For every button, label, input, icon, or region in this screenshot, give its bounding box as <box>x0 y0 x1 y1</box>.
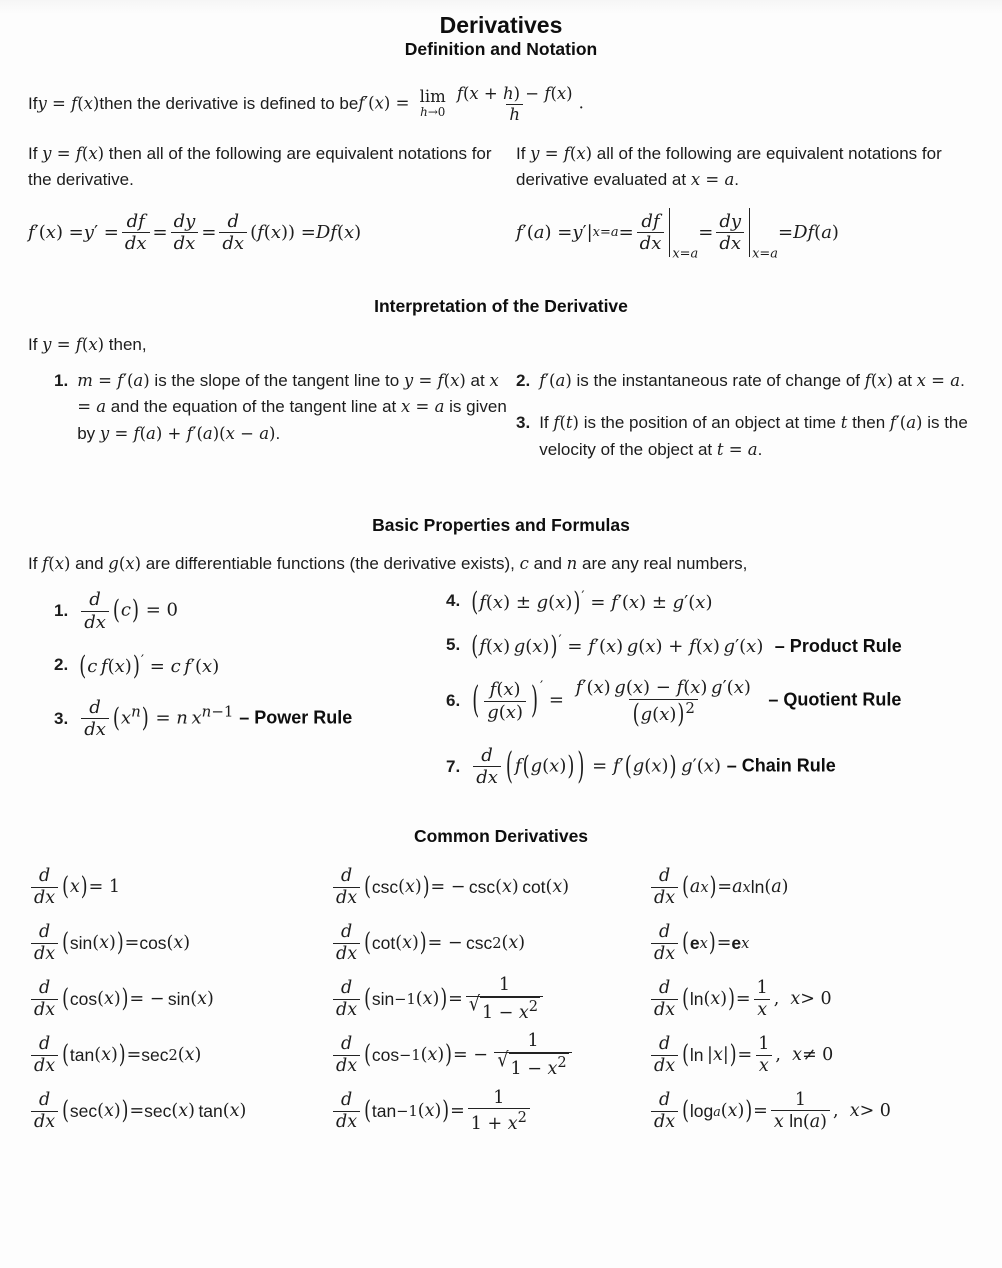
property-item <box>54 589 446 632</box>
property-formula: (f(x) g(x))′ = f′(x) g(x) + f(x) g′(x) – Product Rule <box>471 631 902 663</box>
item-number: 7. <box>446 756 461 776</box>
item-number: 3. <box>54 708 69 728</box>
derivative-formula: d dx ( sin −1 ( x ) ) = 1 √ $1 - x^2$ <box>330 971 648 1027</box>
property-formula: $\frac{d}{dx}$ (c) = 0 <box>78 589 178 632</box>
interpretation-intro: If y = f(x) then, <box>28 334 147 354</box>
interpretation-columns <box>28 368 974 479</box>
interpretation-left <box>28 368 516 479</box>
definition-intro: If y = f(x) then the derivative is defined to be f′(x) = lim h→0 $\frac{f(x + h) - f(x)}{h}$ . <box>28 84 584 124</box>
property-formula: $\frac{d}{dx}$ ( f(g(x)) ) = f′(g(x)) g′(x) – Chain Rule <box>470 745 836 788</box>
derivative-formula: d dx ( sec ( x ) ) = sec ( x ) tan ( x ) <box>28 1083 330 1139</box>
list-item <box>516 410 974 463</box>
derivative-formula: d dx ( e x ) = e x <box>648 915 974 971</box>
properties-intro: If f(x) and g(x) are differentiable functions (the derivative exists), c and n are any real numbers, <box>28 554 748 574</box>
common-col-1 <box>28 859 330 1139</box>
derivative-formula: d dx ( tan −1 ( x ) ) = 1 $1 + x^2$ <box>330 1083 648 1139</box>
properties-columns <box>28 589 974 808</box>
item-number: 1. <box>54 601 69 621</box>
derivative-formula: d dx ( sin ( x ) ) = cos ( x ) <box>28 915 330 971</box>
item-number: 6. <box>446 691 461 711</box>
notation-left <box>28 141 516 262</box>
derivative-formula: d dx ( cot ( x ) ) = − csc 2 ( x ) <box>330 915 648 971</box>
property-item <box>446 587 974 619</box>
notation-right-formula: f ′( a ) = y ′| x=a = df dx x=a = dy dx x=a = Df ( a ) <box>516 204 974 262</box>
derivative-formula: d dx ( log a ( x ) ) = 1 x ln(a) , x > 0 <box>648 1083 974 1139</box>
section-heading-interpretation: Interpretation of the Derivative <box>374 295 628 316</box>
derivative-formula: d dx ( ln | x | ) = 1 x , x ≠ 0 <box>648 1027 974 1083</box>
property-item <box>54 651 446 682</box>
property-formula: $\frac{d}{dx}$ $(x^n) = n$ $x^{n-1}$ – Power Rule <box>78 697 352 740</box>
section-heading-properties: Basic Properties and Formulas <box>372 515 630 536</box>
common-derivatives-grid <box>28 859 974 1139</box>
notation-right <box>516 141 974 262</box>
derivative-formula: d dx ( csc ( x ) ) = − csc ( x ) cot ( x ) <box>330 859 648 915</box>
property-item <box>54 697 446 740</box>
section-heading-definition: Definition and Notation <box>404 39 598 59</box>
property-formula: (f(x) ± g(x))′ = f′(x) ± g′(x) <box>471 587 713 619</box>
item-number: 2. <box>516 371 531 391</box>
list-item <box>54 368 516 447</box>
item-text: m = f′(a) is the slope of the tangent line to y = f(x) at x = a and the equation of the tangent line at x = a is given by y = f(a) + f′(a)(x − a). <box>77 371 507 443</box>
list-item <box>516 368 974 394</box>
property-formula: ( $\frac{f(x)}{g(x)}$ ) ′ = $\frac{f'(x) g(x) - f(x) g'(x)}{(g(x))^2}$ – Quotient Rule <box>472 677 902 730</box>
derivative-formula: d dx ( cos ( x ) ) = − sin ( x ) <box>28 971 330 1027</box>
notation-right-text: If y = f(x) all of the following are equivalent notations for derivative evaluated at x = a. <box>516 144 942 190</box>
derivative-formula: d dx ( ln ( x ) ) = 1 x , x > 0 <box>648 971 974 1027</box>
item-number: 4. <box>446 591 461 611</box>
notation-left-text: If y = f(x) then all of the following are equivalent notations for the derivative. <box>28 144 492 190</box>
item-text: f′(a) is the instantaneous rate of change of f(x) at x = a. <box>539 371 965 391</box>
properties-left <box>54 589 446 808</box>
item-number: 5. <box>446 635 461 655</box>
property-item <box>446 745 974 788</box>
derivative-formula: d dx ( cos −1 ( x ) ) = − 1 √ $1 - x^2$ <box>330 1027 648 1083</box>
notation-left-formula: f ′( x ) = y ′ = df dx = dy dx = d dx ( f ( x )) = Df ( x ) <box>28 210 362 255</box>
item-text: If f(t) is the position of an object at time t then f′(a) is the velocity of the object at t = a. <box>539 413 968 459</box>
item-number: 3. <box>516 413 531 433</box>
notation-columns <box>28 141 974 262</box>
property-item <box>446 677 974 730</box>
item-number: 1. <box>54 371 69 391</box>
derivative-formula: d dx ( tan ( x ) ) = sec 2 ( x ) <box>28 1027 330 1083</box>
page-title: Derivatives <box>439 12 563 38</box>
common-col-3 <box>648 859 974 1139</box>
common-col-2 <box>330 859 648 1139</box>
derivative-formula: d dx ( a x ) = a x ln ( a ) <box>648 859 974 915</box>
property-item <box>446 631 974 663</box>
derivative-formula: d dx ( x ) = 1 <box>28 859 330 915</box>
property-formula: (c f(x))′ = c f′(x) <box>79 651 220 682</box>
item-number: 2. <box>54 654 69 674</box>
interpretation-right <box>516 368 974 479</box>
properties-right <box>446 589 974 808</box>
section-heading-common: Common Derivatives <box>413 826 589 847</box>
